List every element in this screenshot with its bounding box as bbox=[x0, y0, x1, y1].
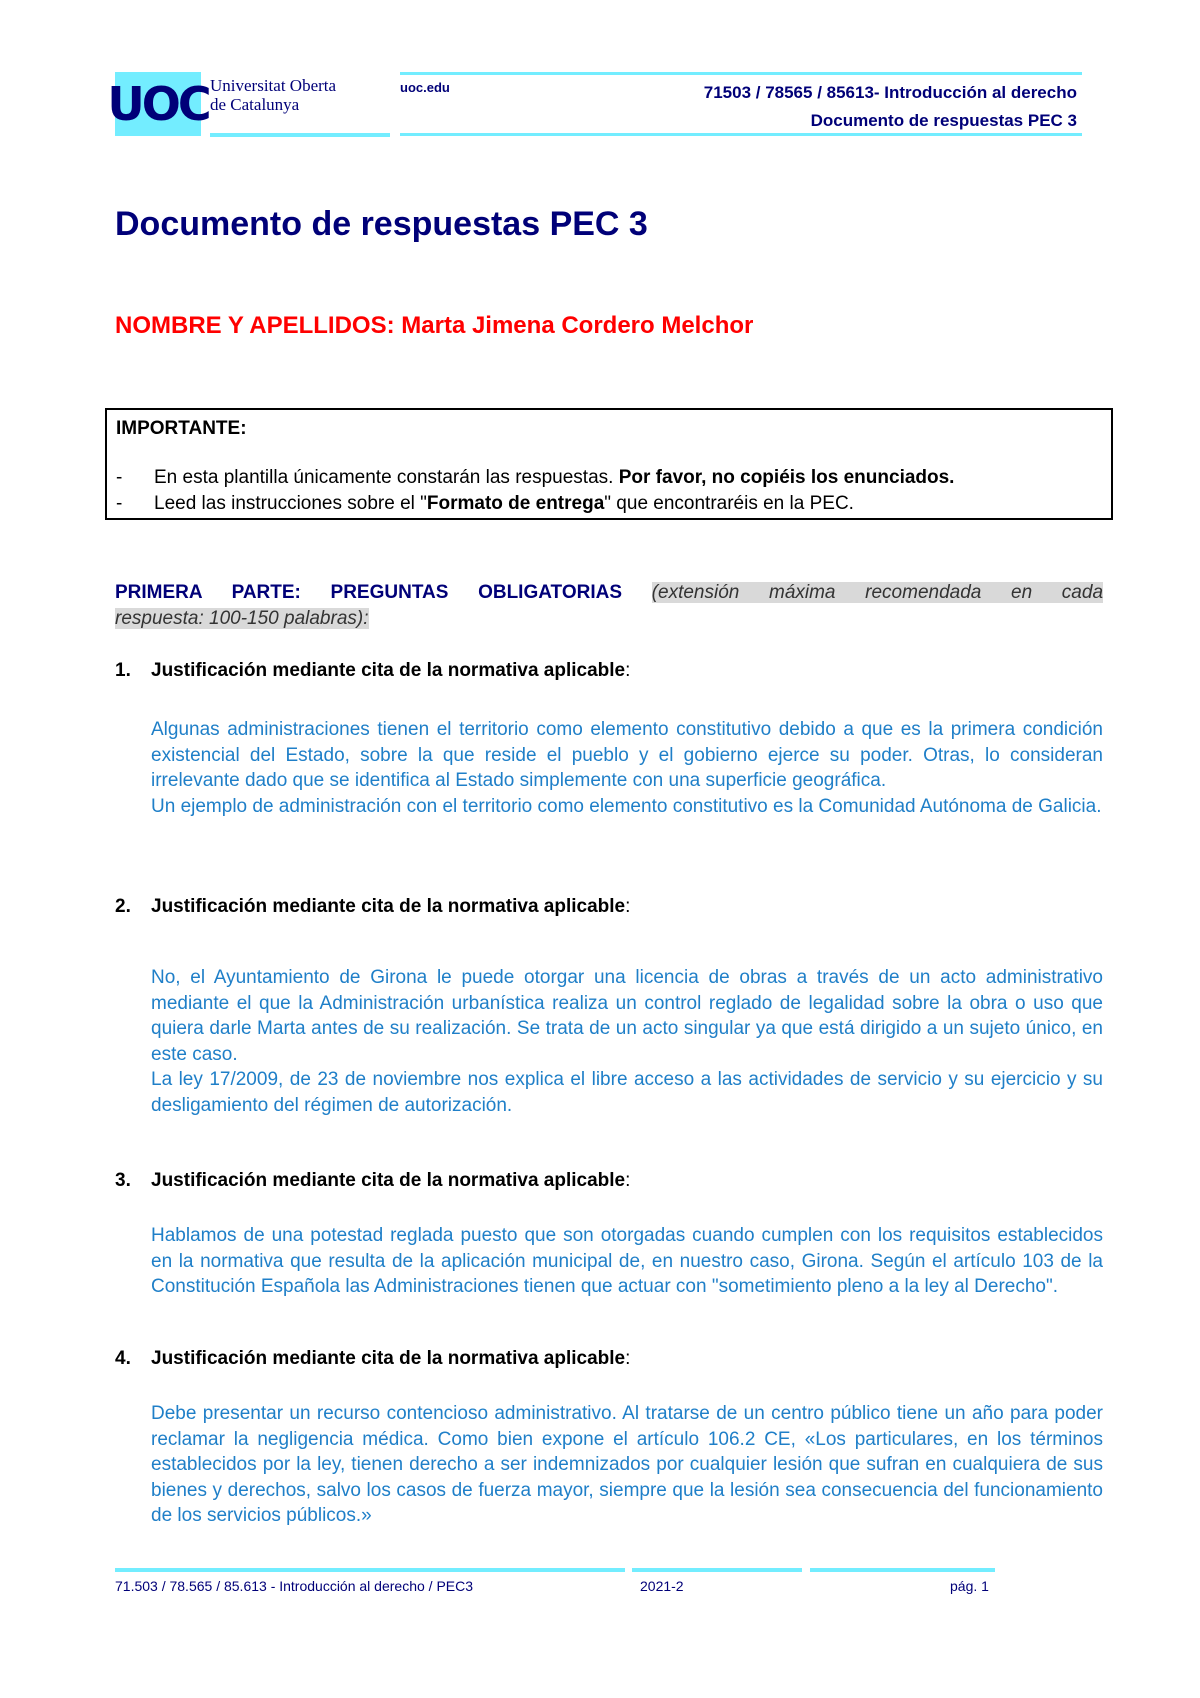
answer-2 bbox=[151, 965, 1103, 1119]
question-heading-text: Justificación mediante cita de la normativa aplicable bbox=[151, 1348, 626, 1369]
heading-colon: : bbox=[625, 1348, 631, 1369]
student-name bbox=[115, 312, 753, 340]
question-number: 2. bbox=[115, 896, 131, 917]
item1-text: En esta plantilla únicamente constarán las respuestas. bbox=[154, 467, 619, 488]
question-number: 3. bbox=[115, 1170, 131, 1191]
important-item-1 bbox=[154, 465, 954, 491]
name-label: NOMBRE Y APELLIDOS: bbox=[115, 312, 395, 339]
section-title: PRIMERA PARTE: PREGUNTAS OBLIGATORIAS bbox=[115, 582, 622, 603]
answer-paragraph: Algunas administraciones tienen el territorio como elemento constitutivo debido a que es la primera condición existencial del Estado, sobre la que reside el pueblo y el gobierno ejerce su poder. Otras, lo consideran irrelevante dado que se identifica al Estado simplemente con una superficie geográfica. bbox=[151, 719, 1103, 792]
header-course: 71503 / 78565 / 85613- Introducción al derecho bbox=[703, 83, 1077, 102]
answer-paragraph: Debe presentar un recurso contencioso administrativo. Al tratarse de un centro público tiene un año para poder reclamar la negligencia médica. Como bien expone el artículo 106.2 CE, «Los particulares, en los términos establecidos por la ley, tienen derecho a ser indemnizados por cualquier lesión que sufran en cualquiera de sus bienes y derechos, salvo los casos de fuerza mayor, siempre que la lesión sea consecuencia del funcionamiento de los servicios públicos.» bbox=[151, 1403, 1103, 1527]
header-rule-bottom bbox=[400, 133, 1082, 136]
question-number: 4. bbox=[115, 1348, 131, 1369]
bullet-1: - bbox=[116, 467, 123, 488]
uoc-logo bbox=[107, 72, 209, 136]
important-box bbox=[105, 408, 1113, 520]
header-doc-label: Documento de respuestas PEC 3 bbox=[810, 111, 1077, 130]
answer-3 bbox=[151, 1223, 1103, 1300]
heading-colon: : bbox=[625, 660, 631, 681]
question-number: 1. bbox=[115, 660, 131, 681]
answer-paragraph: Un ejemplo de administración con el territorio como elemento constitutivo es la Comunidad Autónoma de Galicia. bbox=[151, 795, 1102, 817]
heading-colon: : bbox=[625, 896, 631, 917]
question-heading-text: Justificación mediante cita de la normativa aplicable bbox=[151, 660, 626, 681]
footer-course: 71.503 / 78.565 / 85.613 - Introducción al derecho / PEC3 bbox=[115, 1578, 474, 1594]
heading-colon: : bbox=[625, 1170, 631, 1191]
section-note-1: (extensión máxima recomendada en cada bbox=[651, 582, 1104, 603]
important-item-2 bbox=[154, 491, 854, 517]
logo-text: UOC bbox=[107, 77, 209, 131]
uoc-url-link[interactable]: uoc.edu bbox=[400, 80, 450, 95]
section-heading bbox=[115, 580, 1103, 632]
footer-rule-3 bbox=[810, 1568, 995, 1572]
page-title: Documento de respuestas PEC 3 bbox=[115, 205, 648, 243]
question-heading-text: Justificación mediante cita de la normativa aplicable bbox=[151, 896, 626, 917]
answer-1 bbox=[151, 717, 1103, 819]
name-value: Marta Jimena Cordero Melchor bbox=[401, 312, 754, 339]
answer-paragraph: La ley 17/2009, de 23 de noviembre nos explica el libre acceso a las actividades de servicio y su ejercicio y su desligamiento del régimen de autorización. bbox=[151, 1069, 1103, 1116]
footer-rule-2 bbox=[632, 1568, 802, 1572]
footer-rule-1 bbox=[115, 1568, 625, 1572]
question-heading-text: Justificación mediante cita de la normativa aplicable bbox=[151, 1170, 626, 1191]
item1-bold: Por favor, no copiéis los enunciados. bbox=[618, 467, 955, 488]
answer-paragraph: No, el Ayuntamiento de Girona le puede otorgar una licencia de obras a través de un acto administrativo mediante el que la Administración urbanística realiza un control reglado de legalidad sobre la obra o uso que quiera darle Marta antes de su realización. Se trata de un acto singular ya que está dirigido a un sujeto único, en este caso. bbox=[151, 967, 1103, 1065]
header-rule-left bbox=[210, 133, 390, 137]
item2-pre: Leed las instrucciones sobre el " bbox=[154, 493, 427, 514]
answer-paragraph: Hablamos de una potestad reglada puesto que son otorgadas cuando cumplen con los requisitos establecidos en la normativa que resulta de la aplicación municipal de, en nuestro caso, Girona. Según el artículo 103 de la Constitución Española las Administraciones tienen que actuar con "sometimiento pleno a la ley al Derecho". bbox=[151, 1225, 1103, 1298]
item2-bold: Formato de entrega bbox=[426, 493, 605, 514]
university-name: Universitat Oberta de Catalunya bbox=[210, 76, 337, 114]
item2-post: " que encontraréis en la PEC. bbox=[604, 493, 854, 514]
section-note-2: respuesta: 100-150 palabras): bbox=[115, 608, 369, 629]
footer-semester: 2021-2 bbox=[640, 1578, 684, 1594]
important-title: IMPORTANTE: bbox=[116, 418, 247, 439]
bullet-2: - bbox=[116, 493, 123, 514]
answer-4 bbox=[151, 1401, 1103, 1529]
header-rule-top bbox=[400, 72, 1082, 75]
footer-page-number: pág. 1 bbox=[950, 1578, 989, 1594]
